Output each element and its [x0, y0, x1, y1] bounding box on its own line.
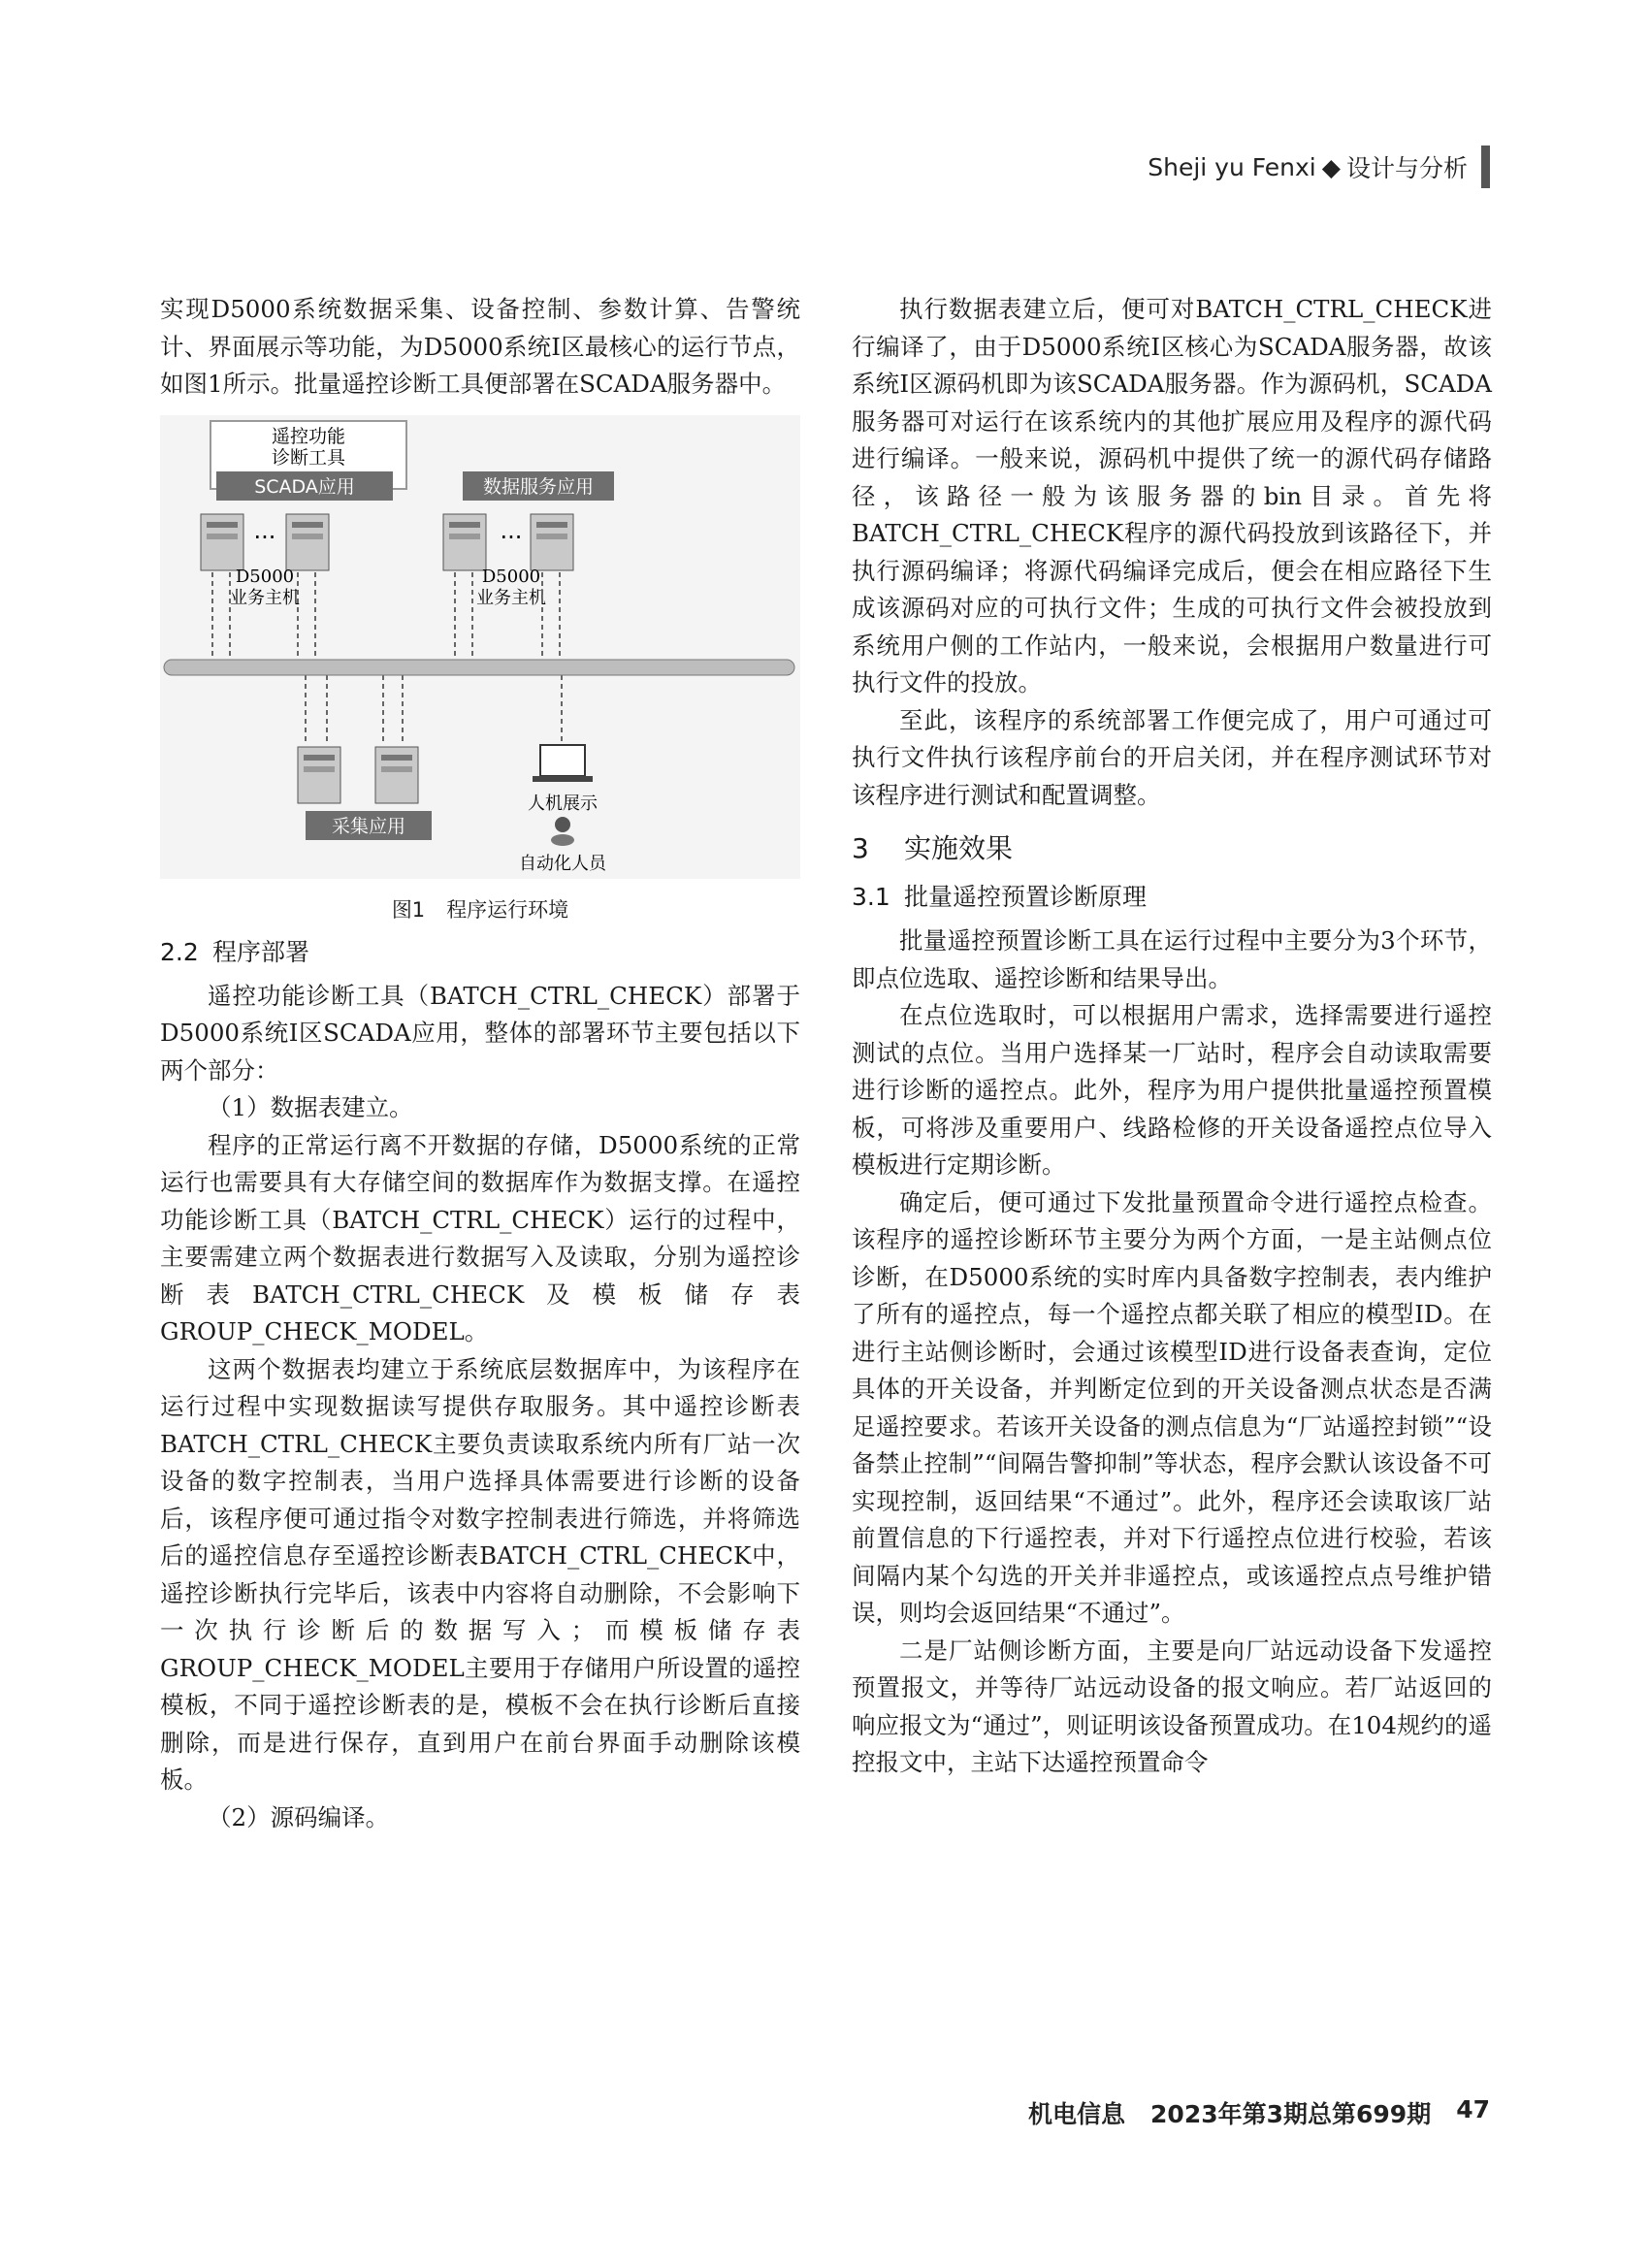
- host-label-2-line1: D5000: [481, 566, 541, 587]
- auto-label: 自动化人员: [519, 853, 606, 874]
- left-column: [160, 291, 800, 1836]
- section-number: 3.1: [852, 883, 890, 911]
- server-icon: [375, 747, 418, 803]
- figure-caption-number: 图1: [391, 897, 426, 922]
- host-label-2-line2: 业务主机: [476, 587, 546, 608]
- acq-label: 采集应用: [331, 815, 406, 837]
- data-service-label: 数据服务应用: [482, 475, 595, 498]
- left-paragraph-2: 遥控功能诊断工具（BATCH_CTRL_CHECK）部署于D5000系统Ⅰ区SCADA应用，整体的部署环节主要包括以下两个部分：: [160, 981, 800, 1085]
- person-icon: [551, 817, 574, 846]
- figure-1-diagram: [160, 415, 800, 879]
- network-diagram: [160, 415, 800, 879]
- dots-2: ···: [500, 523, 523, 551]
- tool-box-label-2: 诊断工具: [271, 446, 346, 469]
- right-paragraph-2: 至此，该程序的系统部署工作便完成了，用户可通过可执行文件执行该程序前台的开启关闭，并在程序测试环节对该程序进行测试和配置调整。: [852, 705, 1492, 809]
- section-heading-3: [852, 827, 1492, 866]
- right-paragraph-4: 在点位选取时，可以根据用户需求，选择需要进行遥控测试的点位。当用户选择某一厂站时，程序会自动读取需要进行诊断的遥控点。此外，程序为用户提供批量遥控预置模板，可将涉及重要用户、线路检修的开关设备遥控点位导入模板进行定期诊断。: [852, 1001, 1492, 1179]
- section-number: 2.2: [160, 937, 199, 966]
- section-number: 3: [852, 832, 869, 864]
- server-icon: [201, 514, 243, 570]
- left-paragraph-5: 这两个数据表均建立于系统底层数据库中，为该程序在运行过程中实现数据读写提供存取服务。其中遥控诊断表BATCH_CTRL_CHECK主要负责读取系统内所有厂站一次设备的数字控制表，当用户选择具体需要进行诊断的设备后，该程序便可通过指令对数字控制表进行筛选，并将筛选后的遥控信息存至遥控诊断表BATCH_CTRL_CHECK中，遥控诊断执行完毕后，该表中内容将自动删除，不会影响下一次执行诊断后的数据写入；而模板储存表GROUP_CHECK_MODEL主要用于存储用户所设置的遥控模板，不同于遥控诊断表的是，模板不会在执行诊断后直接删除，而是进行保存，直到用户在前台界面手动删除该模板。: [160, 1354, 800, 1794]
- server-icon: [531, 514, 573, 570]
- section-title: 程序部署: [212, 937, 310, 966]
- left-paragraph-4: 程序的正常运行离不开数据的存储，D5000系统的正常运行也需要具有大存储空间的数据库作为数据支撑。在遥控功能诊断工具（BATCH_CTRL_CHECK）运行的过程中，主要需建立两个数据表进行数据写入及读取，分别为遥控诊断表BATCH_CTRL_CHECK及模板储存表GROUP_CHECK_MODEL。: [160, 1130, 800, 1345]
- right-paragraph-5: 确定后，便可通过下发批量预置命令进行遥控点检查。该程序的遥控诊断环节主要分为两个方面，一是主站侧点位诊断，在D5000系统的实时库内具备数字控制表，表内维护了所有的遥控点，每一个遥控点都关联了相应的模型ID。在进行主站侧诊断时，会通过该模型ID进行设备表查询，定位具体的开关设备，并判断定位到的开关设备测点状态是否满足遥控要求。若该开关设备的测点信息为“厂站遥控封锁”“设备禁止控制”“间隔告警抑制”等状态，程序会默认该设备不可实现控制，返回结果“不通过”。此外，程序还会读取该厂站前置信息的下行遥控表，并对下行遥控点位进行校验，若该间隔内某个勾选的开关并非遥控点，或该遥控点点号维护错误，则均会返回结果“不通过”。: [852, 1187, 1492, 1627]
- scada-label: SCADA应用: [254, 475, 355, 498]
- diamond-icon: ◆: [1321, 152, 1341, 181]
- dots-1: ···: [253, 523, 276, 551]
- figure-caption-text: 程序运行环境: [446, 897, 569, 922]
- section-title: 实施效果: [904, 832, 1014, 864]
- issue-info: 2023年第3期总第699期: [1150, 2100, 1432, 2128]
- right-paragraph-1: 执行数据表建立后，便可对BATCH_CTRL_CHECK进行编译了，由于D5000系统Ⅰ区核心为SCADA服务器，故该系统Ⅰ区源码机即为该SCADA服务器。作为源码机，SCADA服务器可对运行在该系统内的其他扩展应用及程序的源代码进行编译。一般来说，源码机中提供了统一的源代码存储路径，该路径一般为该服务器的bin目录。首先将BATCH_CTRL_CHECK程序的源代码投放到该路径下，并执行源码编译；将源代码编译完成后，便会在相应路径下生成该源码对应的可执行文件；生成的可执行文件会被投放到系统用户侧的工作站内，一般来说，会根据用户数量进行可执行文件的投放。: [852, 295, 1492, 697]
- server-icon: [443, 514, 486, 570]
- host-label-1-line2: 业务主机: [230, 587, 300, 608]
- header-pinyin: Sheji yu Fenxi: [1148, 152, 1316, 181]
- section-heading-2-2: [160, 933, 800, 968]
- section-title: 批量遥控预置诊断原理: [904, 883, 1148, 911]
- left-paragraph-3: （1）数据表建立。: [208, 1093, 413, 1121]
- journal-name: 机电信息: [1028, 2100, 1126, 2128]
- page-footer: [1028, 2095, 1490, 2130]
- header-title: 设计与分析: [1345, 154, 1468, 182]
- host-label-1-line1: D5000: [235, 566, 295, 587]
- running-header: [1148, 146, 1490, 188]
- server-icon: [286, 514, 329, 570]
- server-icon: [298, 747, 340, 803]
- hmi-label: 人机展示: [528, 793, 598, 814]
- right-column: [852, 291, 1492, 1782]
- page-number: 47: [1456, 2095, 1490, 2123]
- header-bar-decoration: [1481, 146, 1490, 188]
- section-heading-3-1: [852, 878, 1492, 913]
- figure-caption: [160, 894, 800, 923]
- right-paragraph-6: 二是厂站侧诊断方面，主要是向厂站远动设备下发遥控预置报文，并等待厂站远动设备的报文响应。若厂站返回的响应报文为“通过”，则证明该设备预置成功。在104规约的遥控报文中，主站下达遥控预置命令: [852, 1636, 1492, 1776]
- left-paragraph-6: （2）源码编译。: [208, 1802, 390, 1831]
- laptop-icon: [533, 745, 593, 782]
- left-paragraph-1: 实现D5000系统数据采集、设备控制、参数计算、告警统计、界面展示等功能，为D5000系统Ⅰ区最核心的运行节点，如图1所示。批量遥控诊断工具便部署在SCADA服务器中。: [160, 295, 800, 398]
- right-paragraph-3: 批量遥控预置诊断工具在运行过程中主要分为3个环节，即点位选取、遥控诊断和结果导出。: [852, 926, 1492, 992]
- network-bus: [164, 660, 794, 675]
- tool-box-label-1: 遥控功能: [271, 425, 346, 447]
